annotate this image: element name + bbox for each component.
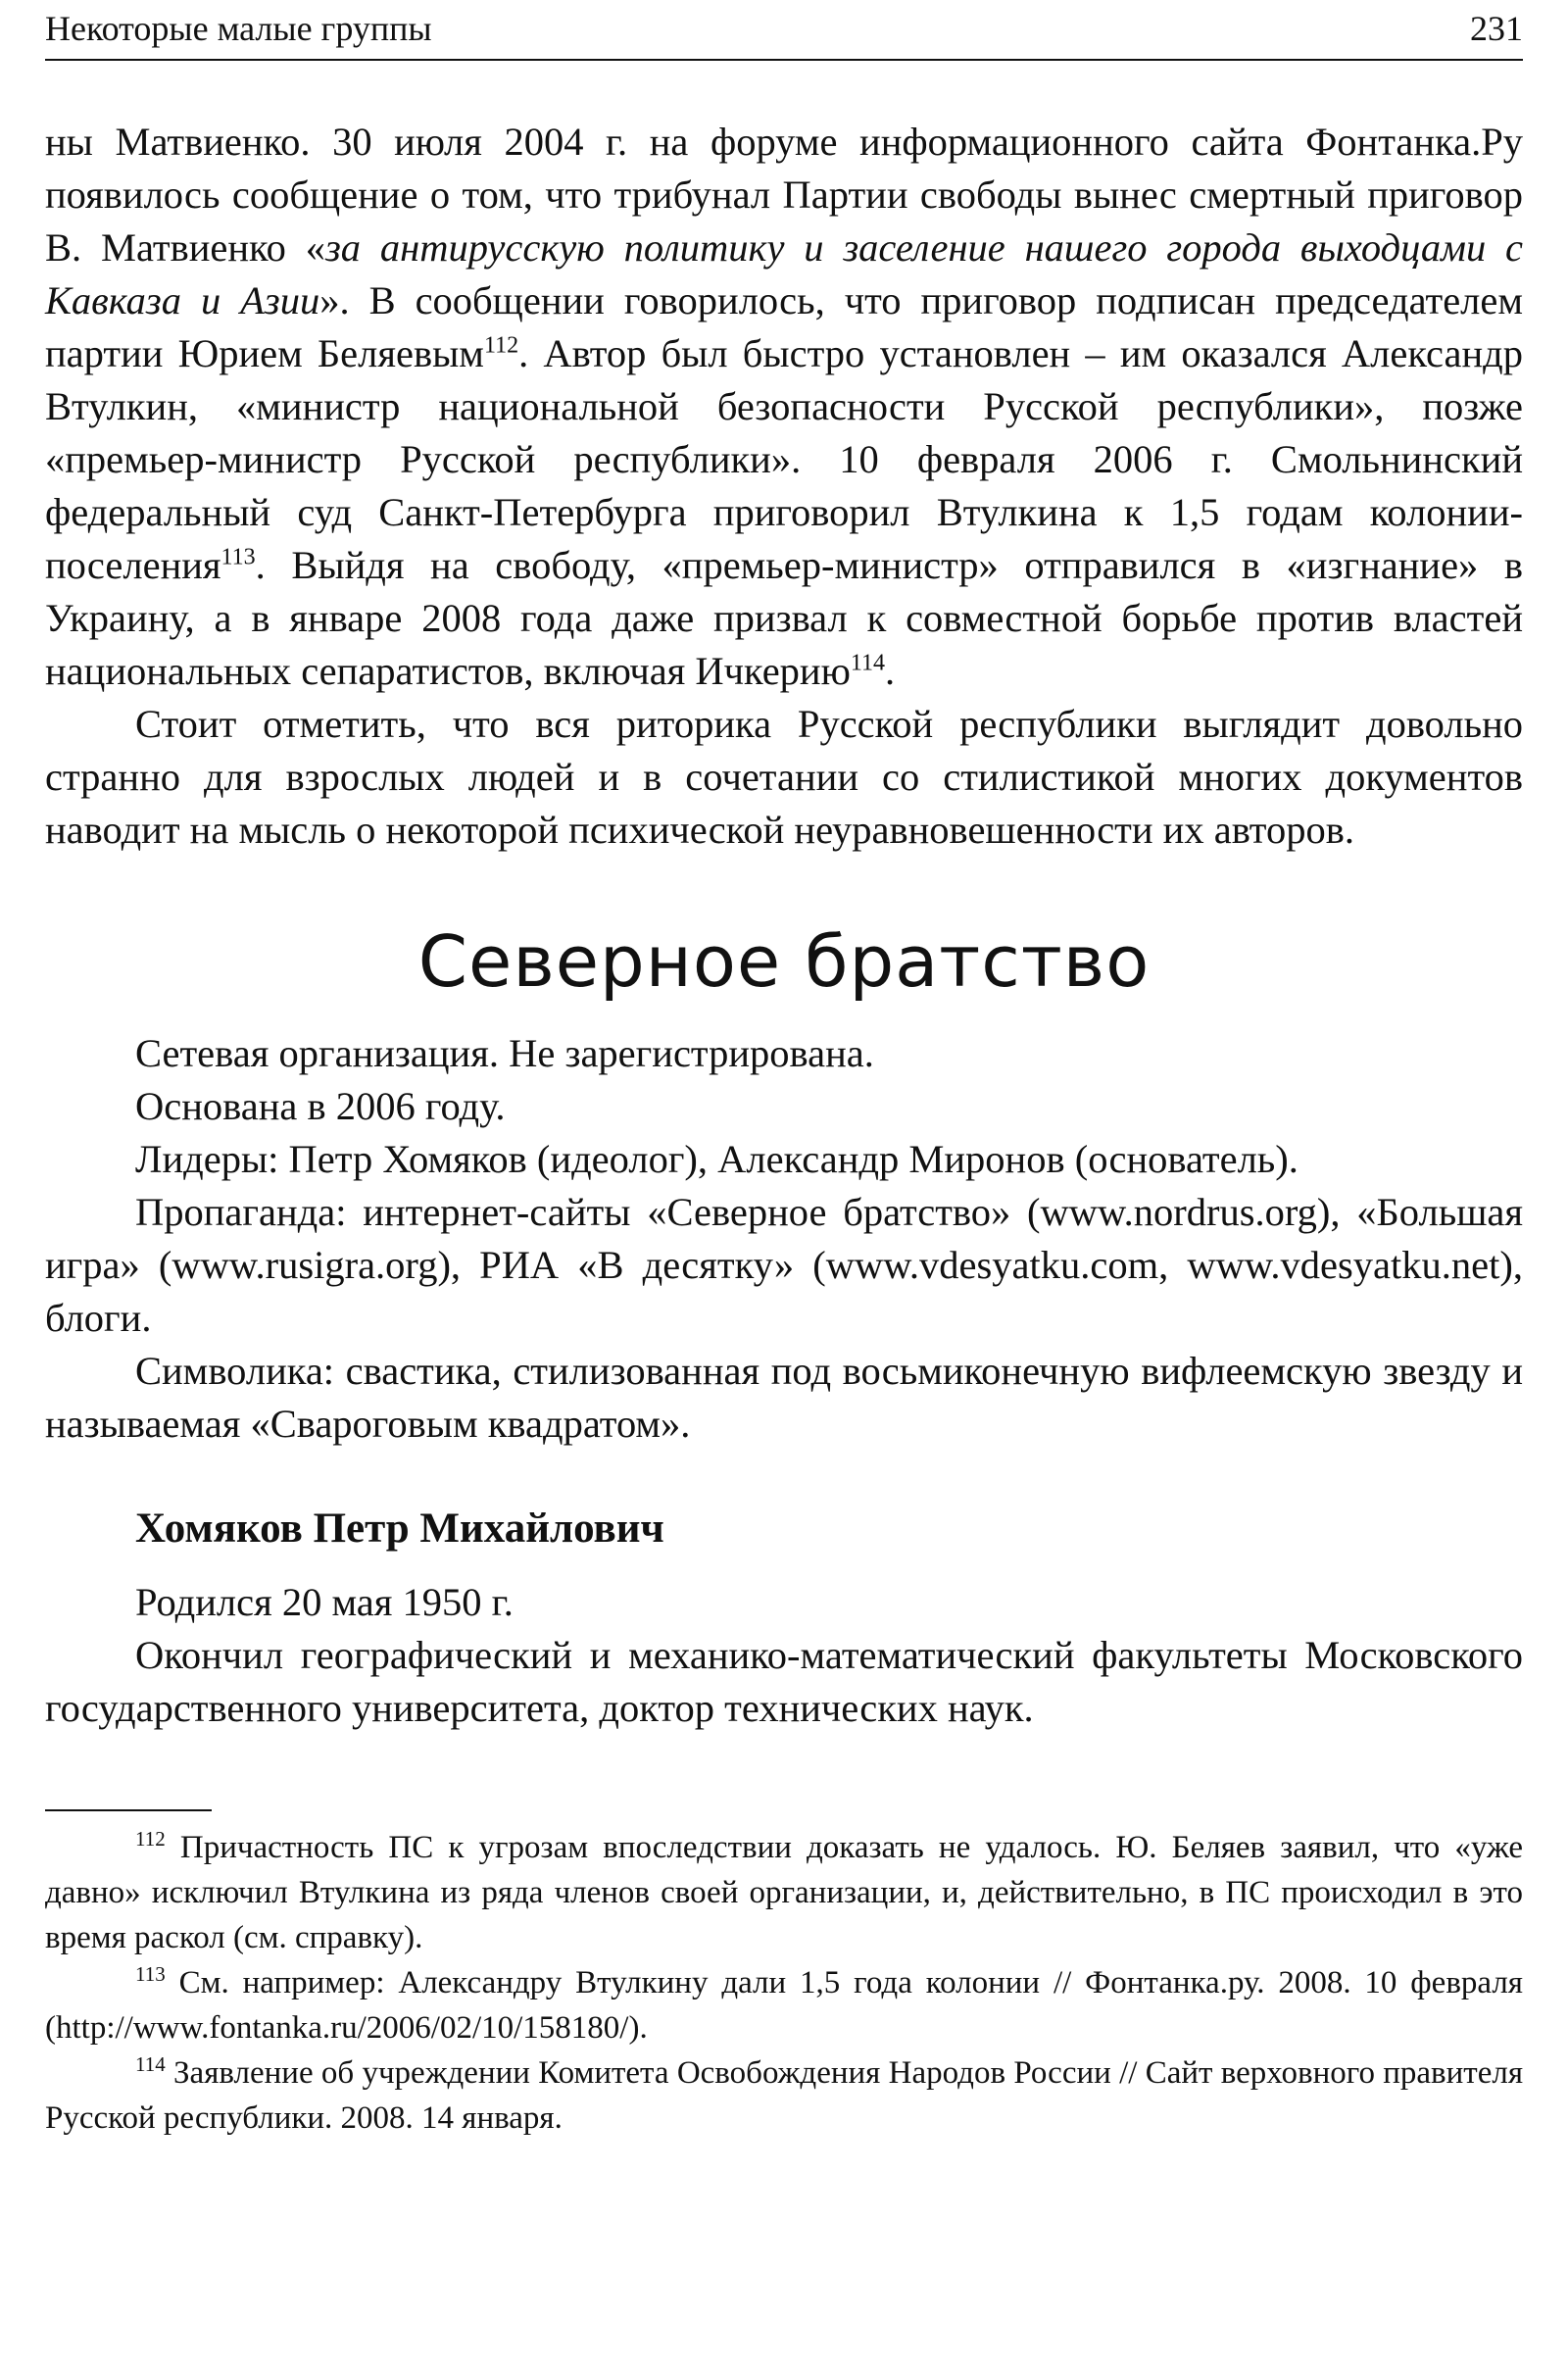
footnote-ref[interactable]: 112 (483, 332, 519, 359)
footnote-number: 113 (135, 1962, 166, 1986)
text-run: . (884, 649, 896, 693)
text-run: . Выйдя на свободу, «премьер-министр» отправился в «изгнание» в Украину, а в январе 2008 года даже призвал к совместной борьбе против властей национальных сепаратистов, включая Ичкерию (45, 543, 1523, 693)
footnote (45, 1960, 1523, 2050)
footnote-divider (45, 1809, 212, 1811)
footnote-number: 112 (135, 1827, 166, 1851)
footnote (45, 2050, 1523, 2141)
footnote-ref[interactable]: 114 (850, 650, 885, 676)
paragraph: Стоит отметить, что вся риторика Русской республики выглядит довольно странно для взрослых людей и в сочетании со стилистикой многих документов наводит на мысль о некоторой психической неуравновешенности их авторов. (45, 702, 1523, 852)
bio-line: Родился 20 мая 1950 г. (135, 1580, 514, 1624)
running-title: Некоторые малые группы (45, 9, 432, 48)
main-text (45, 116, 1523, 1735)
info-line: Сетевая организация. Не зарегистрирована. (135, 1031, 874, 1075)
text-run: . Автор был быстро установлен – им оказался Александр Втулкин, «министр национальной безопасности Русской республики», позже «премьер-министр Русской республики». 10 февраля 2006 г. Смольнинский федеральный суд Санкт-Петербурга приговорил Втулкина к 1,5 годам колонии-поселения (45, 331, 1524, 587)
footnote-text: Заявление об учреждении Комитета Освобождения Народов России // Сайт верховного правителя Русской республики. 2008. 14 января. (45, 2055, 1523, 2136)
organization-info (45, 1027, 1523, 1451)
footnote-text: Причастность ПС к угрозам впоследствии доказать не удалось. Ю. Беляев заявил, что «уже давно» исключил Втулкина из ряда членов своей организации, и, действительно, в ПС происходил в это время раскол (см. справку). (45, 1830, 1523, 1955)
info-line: Лидеры: Петр Хомяков (идеолог), Александр Миронов (основатель). (135, 1137, 1298, 1181)
person-heading: Хомяков Петр Михайлович (135, 1506, 664, 1552)
book-page (45, 0, 1523, 2141)
running-header (45, 0, 1523, 61)
text-run: ны Матвиенко. 30 июля 2004 г. на форуме информационного сайта Фонтанка.Ру появилось сообщение о том, что трибунал Партии свободы вынес смертный приговор В. Матвиенко « (45, 120, 1523, 270)
info-line: Символика: свастика, стилизованная под восьмиконечную вифлеемскую звезду и называемая «Свароговым квадратом». (45, 1349, 1523, 1446)
footnote-ref[interactable]: 113 (220, 544, 256, 570)
footnote (45, 1825, 1523, 1960)
text-run: ». В сообщении говорилось, что приговор подписан председателем партии Юрием Беляевым (45, 278, 1523, 375)
info-line: Основана в 2006 году. (135, 1084, 506, 1128)
page-number: 231 (1470, 9, 1523, 48)
paragraph-continuation (45, 116, 1523, 698)
footnote-text: См. например: Александру Втулкину дали 1,5 года колонии // Фонтанка.ру. 2008. 10 февраля (http://www.fontanka.ru/2006/02/10/158180/). (45, 1965, 1523, 2046)
person-bio (45, 1576, 1523, 1735)
quoted-italic: за антирусскую политику и заселение нашего города выходцами с Кавказа и Азии (45, 225, 1523, 322)
section-heading: Северное братство (417, 920, 1151, 1003)
info-line: Пропаганда: интернет-сайты «Северное братство» (www.nordrus.org), «Большая игра» (www.rusigra.org), РИА «В десятку» (www.vdesyatku.com, www.vdesyatku.net), блоги. (45, 1190, 1523, 1340)
footnotes (45, 1825, 1523, 2141)
footnote-number: 114 (135, 2052, 166, 2076)
bio-line: Окончил географический и механико-математический факультеты Московского государственного университета, доктор технических наук. (45, 1633, 1523, 1730)
